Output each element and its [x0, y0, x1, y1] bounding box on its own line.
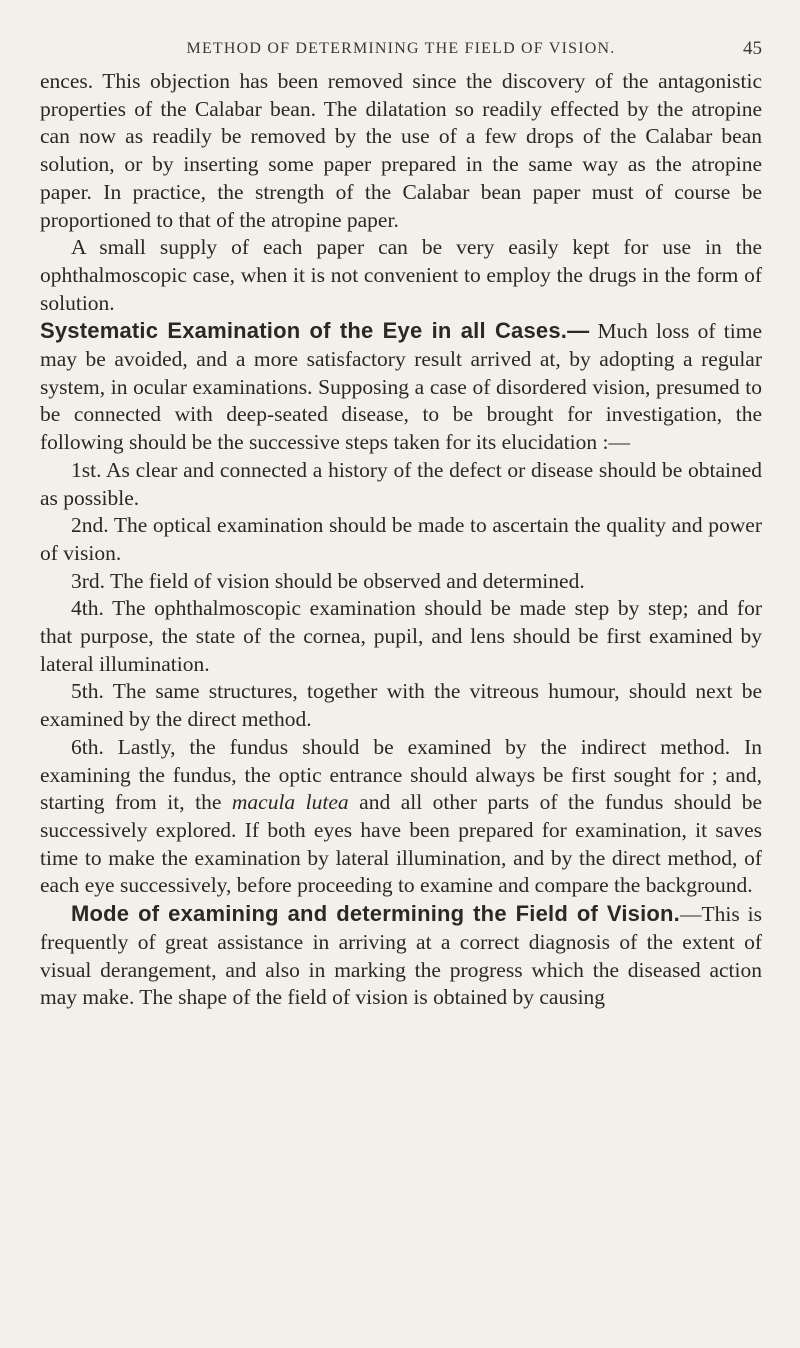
step-3: 3rd. The field of vision should be observed and determined. — [71, 568, 585, 593]
section-text: —This is frequently of great assistance in arriving at a correct diagnosis of the extent of visual derangement, and also in marking the progress which the diseased action may make. The shape of the field of vision is obtained by causing — [40, 902, 762, 1010]
section-heading: Systematic Examination of the Eye in all Cases.— — [40, 318, 590, 344]
section-heading: Mode of examining and determining the Field of Vision. — [71, 901, 680, 927]
running-head — [40, 40, 762, 68]
section-text: Much loss of time may be avoided, and a more satisfactory result arrived at, by adopting a regular system, in ocular examinations. Supposing a case of disordered vision, presumed to be connected with deep-seated disease, to be brought for investigation, the following should be the successive steps taken for its elucidation :— — [40, 319, 763, 455]
section-field-of-vision — [40, 900, 762, 1012]
step-4: 4th. The ophthalmoscopic examination should be made step by step; and for that purpose, the state of the cornea, pupil, and lens should be first examined by lateral illumination. — [40, 596, 762, 676]
body-text — [40, 68, 762, 1012]
step-6 — [40, 734, 762, 900]
page-number: 45 — [743, 38, 762, 59]
section-systematic-examination — [40, 317, 762, 457]
paragraph-continuation: ences. This objection has been removed since the discovery of the antagonistic properties of the Calabar bean. The dilatation so readily effected by the atropine can now as readily be removed by the use of a few drops of the Calabar bean solution, or by inserting some paper prepared in the same way as the atropine paper. In practice, the strength of the Calabar bean paper must of course be proportioned to that of the atropine paper. — [40, 69, 762, 232]
macula-lutea-term: macula lutea — [231, 790, 349, 815]
step-2: 2nd. The optical examination should be made to ascertain the quality and power of vision. — [40, 513, 762, 565]
step-6-text-a: 6th. Lastly, the fundus should be examined by the indirect method. In examining the fundus, the optic entrance should always be first sought for ; and, starting from it, the — [40, 734, 762, 815]
step-1: 1st. As clear and connected a history of the defect or disease should be obtained as possible. — [40, 457, 762, 510]
step-6-text-b: and all other parts of the fundus should be successively explored. If both eyes have been prepared for examination, it saves time to make the examination by lateral illumination, and by the direct method, of each eye successively, before proceeding to examine and compare the background. — [40, 790, 762, 898]
paragraph-supply: A small supply of each paper can be very easily kept for use in the ophthalmoscopic case, when it is not convenient to employ the drugs in the form of solution. — [40, 235, 762, 315]
step-5: 5th. The same structures, together with the vitreous humour, should next be examined by the direct method. — [40, 679, 762, 732]
running-title: METHOD OF DETERMINING THE FIELD OF VISION. — [186, 40, 616, 57]
